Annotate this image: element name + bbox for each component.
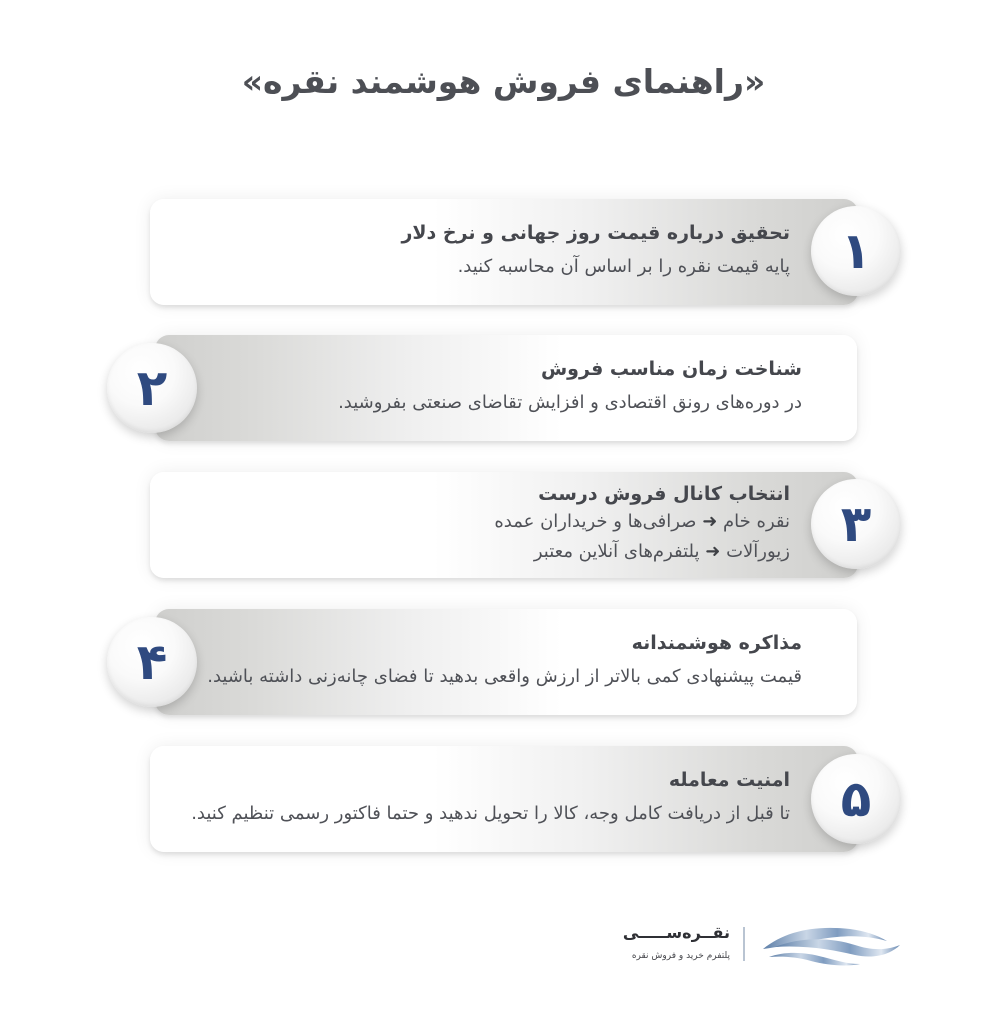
step-card-2: [155, 335, 857, 441]
channel-target: صرافی‌ها و خریداران عمده: [494, 511, 697, 532]
step-content: [401, 199, 790, 305]
step-content: [338, 335, 802, 441]
step-description: قیمت پیشنهادی کمی بالاتر از ارزش واقعی بدهید تا فضای چانه‌زنی داشته باشید.: [207, 666, 802, 687]
step-card-1: [150, 199, 858, 305]
step-number-badge-2: [107, 343, 197, 433]
step-title: انتخاب کانال فروش درست: [538, 483, 790, 505]
step-number: ۵: [840, 770, 872, 828]
brand-footer: [620, 915, 910, 975]
silver-wave-logo-icon: [755, 919, 905, 971]
channel-line-1: [494, 507, 790, 537]
arrow-icon: ➜: [705, 541, 721, 562]
step-number: ۲: [136, 359, 168, 417]
channel-source: نقره خام: [723, 511, 790, 532]
step-content: [207, 609, 802, 715]
step-title: شناخت زمان مناسب فروش: [540, 358, 802, 380]
channel-target: پلتفرم‌های آنلاین معتبر: [533, 541, 700, 562]
step-title: امنیت معامله: [668, 769, 790, 791]
channel-source: زیورآلات: [726, 541, 790, 562]
step-number: ۱: [840, 222, 872, 280]
step-content: [494, 472, 790, 578]
step-card-5: [150, 746, 858, 852]
step-number-badge-3: [811, 479, 901, 569]
step-description: تا قبل از دریافت کامل وجه، کالا را تحویل ندهید و حتما فاکتور رسمی تنظیم کنید.: [191, 803, 790, 824]
step-number-badge-1: [811, 206, 901, 296]
brand-tagline: پلتفرم خرید و فروش نقره: [631, 951, 730, 961]
brand-divider: [743, 927, 745, 961]
step-number: ۳: [840, 495, 872, 553]
step-card-3: [150, 472, 858, 578]
arrow-icon: ➜: [702, 511, 718, 532]
step-number: ۴: [136, 633, 168, 691]
step-title: مذاکره هوشمندانه: [631, 632, 802, 654]
step-description: پایه قیمت نقره را بر اساس آن محاسبه کنید.: [457, 256, 790, 277]
step-title: تحقیق درباره قیمت روز جهانی و نرخ دلار: [401, 222, 790, 244]
brand-name: نقــره‌ســـــی: [622, 923, 730, 942]
step-card-4: [155, 609, 857, 715]
step-number-badge-5: [811, 754, 901, 844]
step-content: [191, 746, 790, 852]
step-number-badge-4: [107, 617, 197, 707]
step-description: در دوره‌های رونق اقتصادی و افزایش تقاضای صنعتی بفروشید.: [338, 392, 802, 413]
channel-line-2: [494, 537, 790, 567]
page-title: «راهنمای فروش هوشمند نقره»: [241, 62, 766, 101]
